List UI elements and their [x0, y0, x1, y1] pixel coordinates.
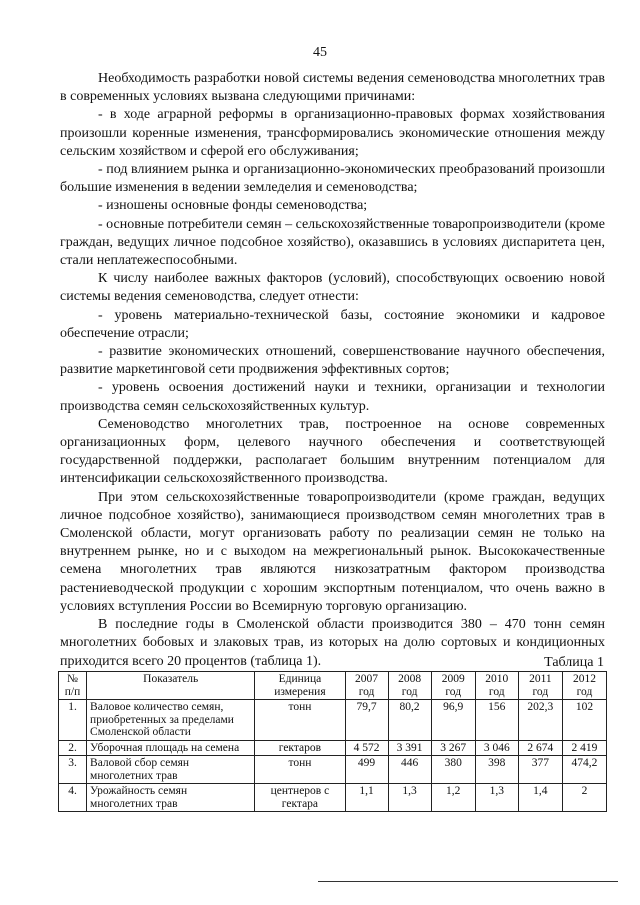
table-caption: Таблица 1	[544, 655, 604, 670]
row-value: 377	[518, 756, 562, 784]
row-value: 3 267	[431, 740, 475, 756]
row-value: 3 391	[388, 740, 431, 756]
row-value: 80,2	[388, 700, 431, 741]
row-value: 2 674	[518, 740, 562, 756]
paragraph-potential: Семеноводство многолетних трав, построенное на основе современных организационных форм, целевого научного обеспечения и соответствующей государственной поддержки, располагает большим внутренним потенциалом для интенсификации сельскохозяйственного производства.	[60, 416, 605, 487]
table-header-row	[59, 672, 607, 700]
header-unit: Единица измерения	[255, 672, 345, 700]
row-value: 2	[562, 784, 606, 812]
row-unit: гектаров	[255, 740, 345, 756]
row-value: 2 419	[562, 740, 606, 756]
paragraph-factors: К числу наиболее важных факторов (условий), способствующих освоению новой системы ведения семеноводства, следует отнести:	[60, 271, 605, 305]
page-number: 45	[313, 45, 327, 60]
seed-production-table	[58, 671, 607, 812]
row-value: 79,7	[345, 700, 388, 741]
table-row	[59, 740, 607, 756]
row-value: 4 572	[345, 740, 388, 756]
row-indicator: Валовой сбор семян многолетних трав	[87, 756, 255, 784]
header-year: 2008 год	[388, 672, 431, 700]
row-indicator: Уборочная площадь на семена	[87, 740, 255, 756]
list-item-science: - уровень освоения достижений науки и техники, организации и технологии производства семян сельскохозяйственных культур.	[60, 380, 605, 414]
paragraph-producers: При этом сельскохозяйственные товаропроизводители (кроме граждан, ведущих личное подсобное хозяйство), занимающиеся производством семян многолетних трав в Смоленской области, могут организовать работу по реализации семян не только на внутреннем рынке, но и с выходом на межрегиональный рынок. Высококачественные семена многолетних трав являются низкозатратным фактором производства растениеводческой продукции с хорошим экспортным потенциалом, что очень важно в условиях вступления России во Всемирную торговую организацию.	[60, 489, 605, 614]
header-year: 2011 год	[518, 672, 562, 700]
header-year: 2009 год	[431, 672, 475, 700]
list-item-reform: - в ходе аграрной реформы в организационно-правовых формах хозяйствования произошли коренные изменения, трансформировались экономические отношения между сельским хозяйством и сферой его обслуживания;	[60, 107, 605, 159]
row-num: 2.	[59, 740, 87, 756]
row-num: 3.	[59, 756, 87, 784]
row-unit: тонн	[255, 700, 345, 741]
row-value: 474,2	[562, 756, 606, 784]
body-text	[60, 70, 605, 671]
paragraph-intro: Необходимость разработки новой системы ведения семеноводства многолетних трав в современных условиях вызвана следующими причинами:	[60, 71, 606, 105]
header-year: 2012 год	[562, 672, 606, 700]
table-row	[59, 700, 607, 741]
table-row	[59, 784, 607, 812]
row-num: 4.	[59, 784, 87, 812]
table-row	[59, 756, 607, 784]
header-year: 2007 год	[345, 672, 388, 700]
row-value: 499	[345, 756, 388, 784]
list-item-consumers: - основные потребители семян – сельскохозяйственные товаропроизводители (кроме граждан, ведущих личное подсобное хозяйство), оказавшись в условиях диспаритета цен, стали неплатежеспособными.	[60, 216, 605, 269]
row-value: 380	[431, 756, 475, 784]
row-value: 1,4	[518, 784, 562, 812]
row-value: 1,3	[475, 784, 518, 812]
row-value: 1,2	[431, 784, 475, 812]
list-item-funds: - изношены основные фонды семеноводства;	[98, 198, 368, 214]
header-num: № п/п	[59, 672, 87, 700]
row-value: 1,1	[345, 784, 388, 812]
row-unit: тонн	[255, 756, 345, 784]
row-value: 398	[475, 756, 518, 784]
row-indicator: Урожайность семян многолетних трав	[87, 784, 255, 812]
row-unit: центнеров с гектара	[255, 784, 345, 812]
footer-rule	[318, 881, 618, 882]
header-indicator: Показатель	[87, 672, 255, 700]
row-value: 156	[475, 700, 518, 741]
paragraph-production: В последние годы в Смоленской области производится 380 – 470 тонн семян многолетних бобовых и злаковых трав, из которых на долю сортовых и кондиционных приходится всего 20 процентов (таблица 1).	[60, 617, 605, 669]
row-value: 102	[562, 700, 606, 741]
list-item-economic: - развитие экономических отношений, совершенствование научного обеспечения, развитие маркетинговой сети продвижения эффективных сортов;	[60, 344, 605, 378]
header-year: 2010 год	[475, 672, 518, 700]
row-value: 202,3	[518, 700, 562, 741]
row-value: 446	[388, 756, 431, 784]
row-value: 1,3	[388, 784, 431, 812]
row-num: 1.	[59, 700, 87, 741]
list-item-market: - под влиянием рынка и организационно-экономических преобразований произошли большие изменения в ведении земледелия и семеноводства;	[60, 162, 605, 196]
row-value: 3 046	[475, 740, 518, 756]
list-item-base: - уровень материально-технической базы, состояние экономики и кадровое обеспечение отрасли;	[60, 307, 605, 341]
row-indicator: Валовое количество семян, приобретенных за пределами Смоленской области	[87, 700, 255, 741]
row-value: 96,9	[431, 700, 475, 741]
